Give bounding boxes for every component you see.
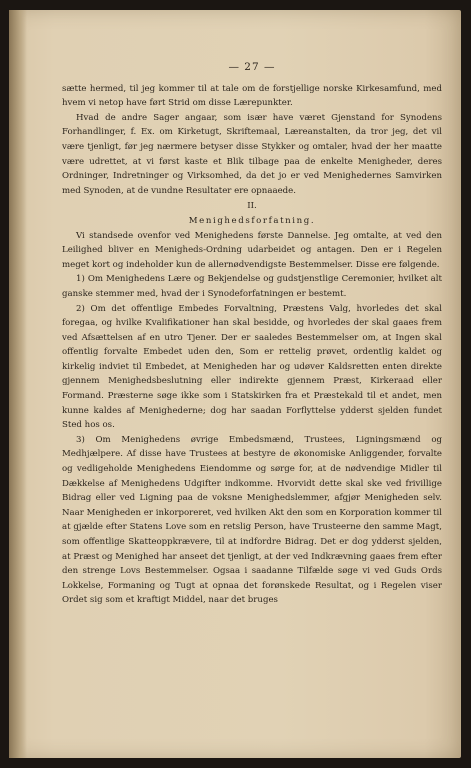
paragraph-continuation: sætte hermed, til jeg kommer til at tale om de forstjellige norske Kirkesamfund, med hvem vi netop have ført Strid om disse Lærepunkter.	[62, 83, 442, 109]
paragraph-first-formation: Vi standsede ovenfor ved Menighedens første Dannelse. Jeg omtalte, at ved den Leilighed bliver en Menigheds-Ordning udarbeidet og antagen. Den er i Regelen meget kort og indeholder kun de allernødvendigste Bestemmelser. Disse ere følgende.	[62, 230, 442, 270]
page-text	[62, 60, 442, 608]
paragraph-item-2: 2) Om det offentlige Embedes Forvaltning, Præstens Valg, hvorledes det skal foregaa, og hvilke Kvalifikationer han skal besidde, og hvorledes der skal gaaes frem ved Afsættelsen af en utro Tjener. Der er saaledes Bestemmelser om, at Ingen skal offentlig forvalte Embedet uden den, Som er rettelig prøvet, ordentlig kaldet og kirkelig indviet til Embedet, at Menigheden har og udøver Kaldsretten enten direkte gjennem Menighedsbeslutning eller indirekte gjennem Præst, Kirkeraad eller Formand. Præsterne søge ikke som i Statskirken fra et Præstekald til et andet, men kunne kaldes af Menighederne; dog har saadan Forflyttelse ydderst sjelden fundet Sted hos os.	[62, 303, 442, 431]
paragraph-item-1: 1) Om Menighedens Lære og Bekjendelse og gudstjenstlige Ceremonier, hvilket alt ganske stemmer med, hvad der i Synodeforfatningen er bestemt.	[62, 274, 442, 299]
page-number: — 27 —	[228, 61, 276, 73]
paragraph-other-matters: Hvad de andre Sager angaar, som især have været Gjenstand for Synodens Forhandlinger, f. Ex. om Kirketugt, Skriftemaal, Læreanstalten, da tror jeg, det vil være tjenligt, før jeg nærmere betyser disse Stykker og omtaler, hvad der her maatte være udrettet, at vi først kaste et Blik tilbage paa de enkelte Menigheder, deres Ordninger, Indretninger og Virksomhed, da det jo er ved Menighedernes Samvirken med Synoden, at de vundne Resultater ere opnaaede.	[62, 112, 442, 196]
section-heading: Menighedsforfatning.	[188, 215, 316, 226]
paragraph-item-3: 3) Om Menighedens øvrige Embedsmænd, Trustees, Ligningsmænd og Medhjælpere. Af disse have Trustees at bestyre de økonomiske Anliggender, forvalte og vedligeholde Menighedens Eiendomme og sørge for, at de nødvendige Midler til Dækkelse af Menighedens Udgifter indkomme. Hvorvidt dette skal ske ved frivillige Bidrag eller ved Ligning paa de voksne Menighedslemmer, afgjør Menigheden selv. Naar Menigheden er inkorporeret, ved hvilken Akt den som en Korporation kommer til at gjælde efter Statens Love som en retslig Person, have Trusteerne den samme Magt, som offentlige Skatteoppkrævere, til at indfordre Bidrag. Det er dog ydderst sjelden, at Præst og Menighed har anseet det tjenligt, at der ved Indkrævning gaaes frem efter den strenge Lovs Bestemmelser. Ogsaa i saadanne Tilfælde søge vi ved Guds Ords Lokkelse, Formaning og Tugt at opnaa det forønskede Resultat, og i Regelen viser Ordet sig som et kraftigt Middel, naar det bruges	[62, 434, 442, 606]
section-numeral: II.	[247, 201, 257, 212]
page-gutter	[9, 10, 27, 758]
